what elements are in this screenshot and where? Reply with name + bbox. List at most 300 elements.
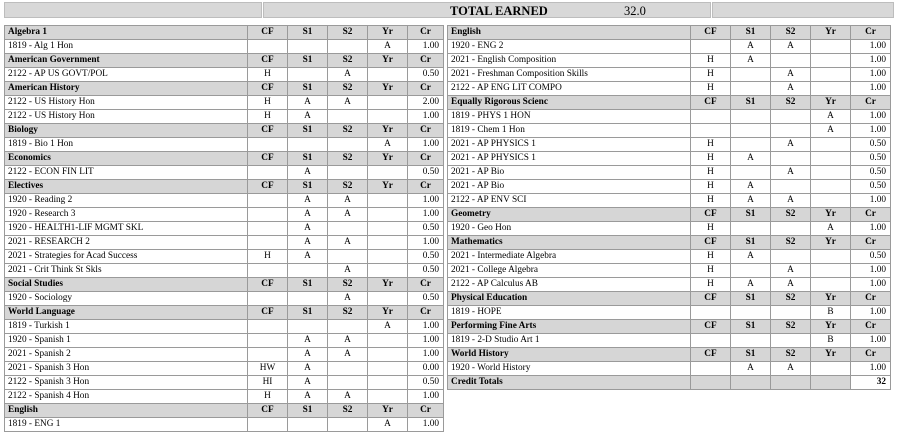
- course-row: [448, 82, 891, 96]
- column-header-s1: S1: [731, 26, 771, 40]
- column-header-cr: Cr: [851, 348, 891, 362]
- course-cf: [691, 334, 731, 348]
- subject-header-row: [448, 26, 891, 40]
- course-s2: A: [328, 292, 368, 306]
- course-yr: [811, 152, 851, 166]
- course-yr: A: [811, 222, 851, 236]
- column-header-yr: Yr: [811, 208, 851, 222]
- course-row: [5, 166, 444, 180]
- column-header-yr: Yr: [368, 152, 408, 166]
- course-yr: B: [811, 334, 851, 348]
- subject-name: Electives: [5, 180, 248, 194]
- column-header-yr: Yr: [811, 26, 851, 40]
- column-header-cf: CF: [248, 54, 288, 68]
- course-yr: [811, 54, 851, 68]
- course-cf: H: [691, 166, 731, 180]
- course-yr: [368, 390, 408, 404]
- course-name: 1920 - Reading 2: [5, 194, 248, 208]
- course-s1: A: [731, 54, 771, 68]
- course-s1: [731, 124, 771, 138]
- course-name: 2122 - ECON FIN LIT: [5, 166, 248, 180]
- course-cf: H: [691, 82, 731, 96]
- column-header-s1: S1: [731, 96, 771, 110]
- course-name: 2021 - Crit Think St Skls: [5, 264, 248, 278]
- course-cr: 0.50: [408, 222, 444, 236]
- course-row: [448, 110, 891, 124]
- course-yr: A: [368, 320, 408, 334]
- course-name: 2021 - RESEARCH 2: [5, 236, 248, 250]
- course-cr: 0.50: [851, 152, 891, 166]
- column-header-s1: S1: [731, 236, 771, 250]
- course-row: [5, 194, 444, 208]
- course-name: 2122 - Spanish 4 Hon: [5, 390, 248, 404]
- course-s2: A: [328, 264, 368, 278]
- column-header-cr: Cr: [408, 54, 444, 68]
- column-header-s2: S2: [328, 152, 368, 166]
- column-header-s1: S1: [288, 152, 328, 166]
- course-cr: 0.00: [408, 362, 444, 376]
- course-row: [448, 138, 891, 152]
- course-yr: [368, 110, 408, 124]
- course-s1: [288, 418, 328, 432]
- course-cf: H: [691, 264, 731, 278]
- course-s1: [731, 166, 771, 180]
- course-row: [448, 124, 891, 138]
- course-s1: A: [731, 278, 771, 292]
- course-name: 2021 - AP Bio: [448, 180, 691, 194]
- course-s2: A: [771, 40, 811, 54]
- summary-blank-right: [712, 2, 894, 18]
- course-row: [5, 362, 444, 376]
- course-cf: [248, 40, 288, 54]
- course-yr: [368, 194, 408, 208]
- course-name: 2122 - Spanish 3 Hon: [5, 376, 248, 390]
- course-cf: H: [248, 96, 288, 110]
- column-header-cr: Cr: [408, 26, 444, 40]
- column-header-s1: S1: [288, 278, 328, 292]
- course-cr: 1.00: [408, 194, 444, 208]
- course-yr: [811, 180, 851, 194]
- course-yr: [368, 362, 408, 376]
- course-s1: [731, 110, 771, 124]
- course-s2: A: [328, 208, 368, 222]
- subject-name: World History: [448, 348, 691, 362]
- course-name: 2021 - AP Bio: [448, 166, 691, 180]
- credit-totals-label: Credit Totals: [448, 376, 691, 390]
- course-yr: [811, 194, 851, 208]
- course-s2: [328, 110, 368, 124]
- course-cr: 1.00: [851, 194, 891, 208]
- course-yr: B: [811, 306, 851, 320]
- column-header-s2: S2: [771, 208, 811, 222]
- course-s2: [328, 320, 368, 334]
- transcript-table-left: [4, 25, 444, 432]
- course-name: 1819 - PHYS 1 HON: [448, 110, 691, 124]
- course-cf: [691, 362, 731, 376]
- course-s2: A: [328, 334, 368, 348]
- course-name: 1819 - HOPE: [448, 306, 691, 320]
- course-cr: 1.00: [408, 110, 444, 124]
- subject-name: American Government: [5, 54, 248, 68]
- course-name: 2021 - Intermediate Algebra: [448, 250, 691, 264]
- course-s1: A: [288, 362, 328, 376]
- column-header-s1: S1: [288, 124, 328, 138]
- course-yr: [368, 208, 408, 222]
- course-s2: [771, 54, 811, 68]
- course-s2: A: [771, 264, 811, 278]
- column-header-cr: Cr: [408, 306, 444, 320]
- column-header-s1: S1: [288, 180, 328, 194]
- course-cr: 1.00: [408, 348, 444, 362]
- column-header-s2: S2: [771, 320, 811, 334]
- course-s1: A: [731, 40, 771, 54]
- column-header-cf: CF: [691, 348, 731, 362]
- course-s1: A: [288, 222, 328, 236]
- course-cf: H: [691, 180, 731, 194]
- course-s2: A: [771, 278, 811, 292]
- course-name: 1819 - Alg 1 Hon: [5, 40, 248, 54]
- course-s2: A: [328, 194, 368, 208]
- course-cf: H: [248, 390, 288, 404]
- subject-header-row: [448, 96, 891, 110]
- course-s1: A: [731, 180, 771, 194]
- subject-name: Equally Rigorous Scienc: [448, 96, 691, 110]
- course-cr: 1.00: [408, 418, 444, 432]
- course-cf: [248, 166, 288, 180]
- column-header-cr: Cr: [408, 404, 444, 418]
- column-header-cf: CF: [248, 82, 288, 96]
- course-s1: A: [288, 110, 328, 124]
- column-header-yr: Yr: [811, 320, 851, 334]
- subject-header-row: [5, 278, 444, 292]
- course-cf: HI: [248, 376, 288, 390]
- course-s2: A: [328, 348, 368, 362]
- course-s1: A: [288, 208, 328, 222]
- course-cf: H: [248, 110, 288, 124]
- course-cf: [691, 40, 731, 54]
- course-row: [448, 278, 891, 292]
- subject-header-row: [5, 124, 444, 138]
- course-cr: 1.00: [851, 124, 891, 138]
- course-name: 2021 - College Algebra: [448, 264, 691, 278]
- course-cf: H: [691, 222, 731, 236]
- course-name: 2122 - AP Calculus AB: [448, 278, 691, 292]
- course-cr: 1.00: [851, 54, 891, 68]
- course-s1: A: [731, 152, 771, 166]
- course-cr: 1.00: [851, 68, 891, 82]
- course-s1: [731, 264, 771, 278]
- column-header-cr: Cr: [408, 180, 444, 194]
- course-yr: A: [368, 40, 408, 54]
- column-header-cf: CF: [248, 124, 288, 138]
- course-row: [448, 54, 891, 68]
- column-header-yr: Yr: [368, 180, 408, 194]
- course-cf: [248, 334, 288, 348]
- course-s1: A: [288, 236, 328, 250]
- course-cr: 1.00: [408, 138, 444, 152]
- course-cr: 0.50: [408, 292, 444, 306]
- course-cr: 0.50: [851, 180, 891, 194]
- course-cr: 0.50: [408, 250, 444, 264]
- course-yr: [811, 278, 851, 292]
- course-s2: [328, 166, 368, 180]
- course-cf: [691, 306, 731, 320]
- column-header-cr: Cr: [408, 124, 444, 138]
- subject-name: English: [448, 26, 691, 40]
- course-yr: A: [811, 124, 851, 138]
- subject-header-row: [448, 292, 891, 306]
- course-name: 2122 - US History Hon: [5, 96, 248, 110]
- course-row: [5, 208, 444, 222]
- subject-name: Biology: [5, 124, 248, 138]
- course-s2: A: [771, 138, 811, 152]
- course-cr: 1.00: [851, 222, 891, 236]
- course-name: 2021 - Spanish 3 Hon: [5, 362, 248, 376]
- column-header-s1: S1: [731, 208, 771, 222]
- course-cr: 0.50: [851, 138, 891, 152]
- course-name: 2021 - AP PHYSICS 1: [448, 152, 691, 166]
- subject-header-row: [448, 348, 891, 362]
- subject-name: Geometry: [448, 208, 691, 222]
- course-row: [448, 166, 891, 180]
- course-s1: [731, 138, 771, 152]
- course-cf: [248, 264, 288, 278]
- column-header-s1: S1: [288, 54, 328, 68]
- course-s2: [771, 152, 811, 166]
- course-row: [448, 152, 891, 166]
- subject-name: American History: [5, 82, 248, 96]
- credit-totals-blank-s2: [771, 376, 811, 390]
- course-cr: 0.50: [408, 68, 444, 82]
- column-header-yr: Yr: [368, 26, 408, 40]
- course-cf: [248, 222, 288, 236]
- course-s1: [288, 68, 328, 82]
- column-header-s2: S2: [771, 96, 811, 110]
- column-header-s1: S1: [288, 26, 328, 40]
- course-cr: 1.00: [408, 236, 444, 250]
- course-row: [5, 264, 444, 278]
- course-s1: A: [288, 390, 328, 404]
- subject-header-row: [5, 26, 444, 40]
- course-yr: [811, 166, 851, 180]
- course-cr: 0.50: [408, 166, 444, 180]
- course-row: [5, 334, 444, 348]
- subject-name: Social Studies: [5, 278, 248, 292]
- course-name: 1920 - Sociology: [5, 292, 248, 306]
- course-s1: A: [288, 194, 328, 208]
- column-header-s2: S2: [328, 54, 368, 68]
- course-cr: 1.00: [851, 278, 891, 292]
- column-header-cf: CF: [691, 208, 731, 222]
- course-name: 1920 - Research 3: [5, 208, 248, 222]
- column-header-s2: S2: [328, 82, 368, 96]
- course-cf: H: [691, 194, 731, 208]
- course-s2: [328, 376, 368, 390]
- course-s1: [731, 68, 771, 82]
- course-cr: 0.50: [851, 250, 891, 264]
- transcript-table-right: [447, 25, 891, 390]
- subject-header-row: [5, 306, 444, 320]
- course-yr: [368, 222, 408, 236]
- course-row: [5, 40, 444, 54]
- course-s2: A: [328, 96, 368, 110]
- course-s2: [328, 362, 368, 376]
- column-header-cr: Cr: [408, 278, 444, 292]
- course-yr: [368, 250, 408, 264]
- course-row: [5, 138, 444, 152]
- course-name: 2021 - Freshman Composition Skills: [448, 68, 691, 82]
- course-s1: [288, 264, 328, 278]
- credit-totals-row: [448, 376, 891, 390]
- course-s1: [288, 40, 328, 54]
- course-row: [448, 68, 891, 82]
- course-s2: [771, 110, 811, 124]
- column-header-s2: S2: [328, 180, 368, 194]
- course-yr: [368, 334, 408, 348]
- course-s1: [288, 292, 328, 306]
- column-header-yr: Yr: [368, 82, 408, 96]
- column-header-cr: Cr: [851, 236, 891, 250]
- course-cr: 1.00: [408, 390, 444, 404]
- course-cr: 0.50: [408, 264, 444, 278]
- subject-name: Mathematics: [448, 236, 691, 250]
- course-cr: 1.00: [851, 82, 891, 96]
- course-name: 2021 - English Composition: [448, 54, 691, 68]
- credit-totals-blank-yr: [811, 376, 851, 390]
- course-yr: [811, 82, 851, 96]
- course-s1: A: [288, 334, 328, 348]
- column-header-cf: CF: [248, 152, 288, 166]
- course-yr: [368, 348, 408, 362]
- course-name: 1819 - Chem 1 Hon: [448, 124, 691, 138]
- subject-header-row: [5, 404, 444, 418]
- course-name: 2021 - AP PHYSICS 1: [448, 138, 691, 152]
- course-row: [5, 222, 444, 236]
- course-name: 1819 - ENG 1: [5, 418, 248, 432]
- subject-header-row: [448, 320, 891, 334]
- column-header-s2: S2: [771, 236, 811, 250]
- course-cr: 1.00: [851, 362, 891, 376]
- course-s2: A: [771, 166, 811, 180]
- column-header-cr: Cr: [408, 82, 444, 96]
- course-row: [448, 362, 891, 376]
- course-yr: [811, 250, 851, 264]
- course-s1: A: [731, 362, 771, 376]
- course-s1: A: [731, 250, 771, 264]
- column-header-yr: Yr: [368, 124, 408, 138]
- course-row: [5, 348, 444, 362]
- course-cr: 1.00: [851, 264, 891, 278]
- course-cf: H: [691, 250, 731, 264]
- subject-name: English: [5, 404, 248, 418]
- course-cf: [248, 348, 288, 362]
- course-yr: [368, 292, 408, 306]
- course-yr: [811, 264, 851, 278]
- course-cf: HW: [248, 362, 288, 376]
- course-cr: 1.00: [408, 334, 444, 348]
- course-yr: A: [368, 418, 408, 432]
- column-header-cf: CF: [248, 278, 288, 292]
- course-row: [448, 264, 891, 278]
- course-name: 2021 - Spanish 2: [5, 348, 248, 362]
- course-row: [5, 376, 444, 390]
- course-cf: H: [691, 278, 731, 292]
- course-cf: H: [248, 68, 288, 82]
- subject-name: World Language: [5, 306, 248, 320]
- column-header-cr: Cr: [851, 292, 891, 306]
- course-row: [5, 110, 444, 124]
- subject-name: Performing Fine Arts: [448, 320, 691, 334]
- course-s2: [771, 222, 811, 236]
- course-cr: 1.00: [851, 110, 891, 124]
- course-row: [5, 236, 444, 250]
- course-name: 2122 - AP ENV SCI: [448, 194, 691, 208]
- subject-header-row: [448, 236, 891, 250]
- course-name: 1819 - Bio 1 Hon: [5, 138, 248, 152]
- column-header-cf: CF: [248, 180, 288, 194]
- course-cr: 1.00: [851, 40, 891, 54]
- course-yr: [368, 376, 408, 390]
- course-row: [448, 250, 891, 264]
- course-s2: [771, 180, 811, 194]
- course-row: [5, 418, 444, 432]
- course-name: 2122 - US History Hon: [5, 110, 248, 124]
- summary-blank-left: [4, 2, 262, 18]
- column-header-yr: Yr: [811, 292, 851, 306]
- column-header-cf: CF: [248, 404, 288, 418]
- column-header-s1: S1: [288, 404, 328, 418]
- course-s2: [771, 334, 811, 348]
- course-row: [5, 250, 444, 264]
- subject-header-row: [5, 54, 444, 68]
- subject-name: Algebra 1: [5, 26, 248, 40]
- subject-header-row: [448, 208, 891, 222]
- course-cf: H: [691, 68, 731, 82]
- course-s2: A: [771, 194, 811, 208]
- summary-cell: [263, 2, 711, 18]
- column-header-s1: S1: [731, 292, 771, 306]
- course-name: 1920 - Spanish 1: [5, 334, 248, 348]
- course-cf: H: [248, 250, 288, 264]
- course-name: 1819 - Turkish 1: [5, 320, 248, 334]
- column-header-cf: CF: [691, 320, 731, 334]
- column-header-s1: S1: [731, 320, 771, 334]
- column-header-yr: Yr: [811, 348, 851, 362]
- course-s1: [731, 82, 771, 96]
- column-header-cf: CF: [248, 306, 288, 320]
- course-yr: [811, 40, 851, 54]
- course-name: 1920 - Geo Hon: [448, 222, 691, 236]
- course-yr: [368, 264, 408, 278]
- course-s2: [328, 418, 368, 432]
- column-header-yr: Yr: [811, 236, 851, 250]
- course-name: 2122 - AP ENG LIT COMPO: [448, 82, 691, 96]
- course-yr: [368, 96, 408, 110]
- credit-totals-value: 32: [851, 376, 891, 390]
- total-earned-value: 32.0: [624, 4, 646, 18]
- course-cf: [248, 292, 288, 306]
- course-yr: A: [368, 138, 408, 152]
- course-s2: A: [328, 390, 368, 404]
- course-name: 1920 - HEALTH1-LIF MGMT SKL: [5, 222, 248, 236]
- course-row: [5, 68, 444, 82]
- column-header-yr: Yr: [368, 404, 408, 418]
- course-row: [5, 96, 444, 110]
- course-s1: [731, 222, 771, 236]
- course-yr: [368, 166, 408, 180]
- course-row: [5, 320, 444, 334]
- column-header-s2: S2: [771, 26, 811, 40]
